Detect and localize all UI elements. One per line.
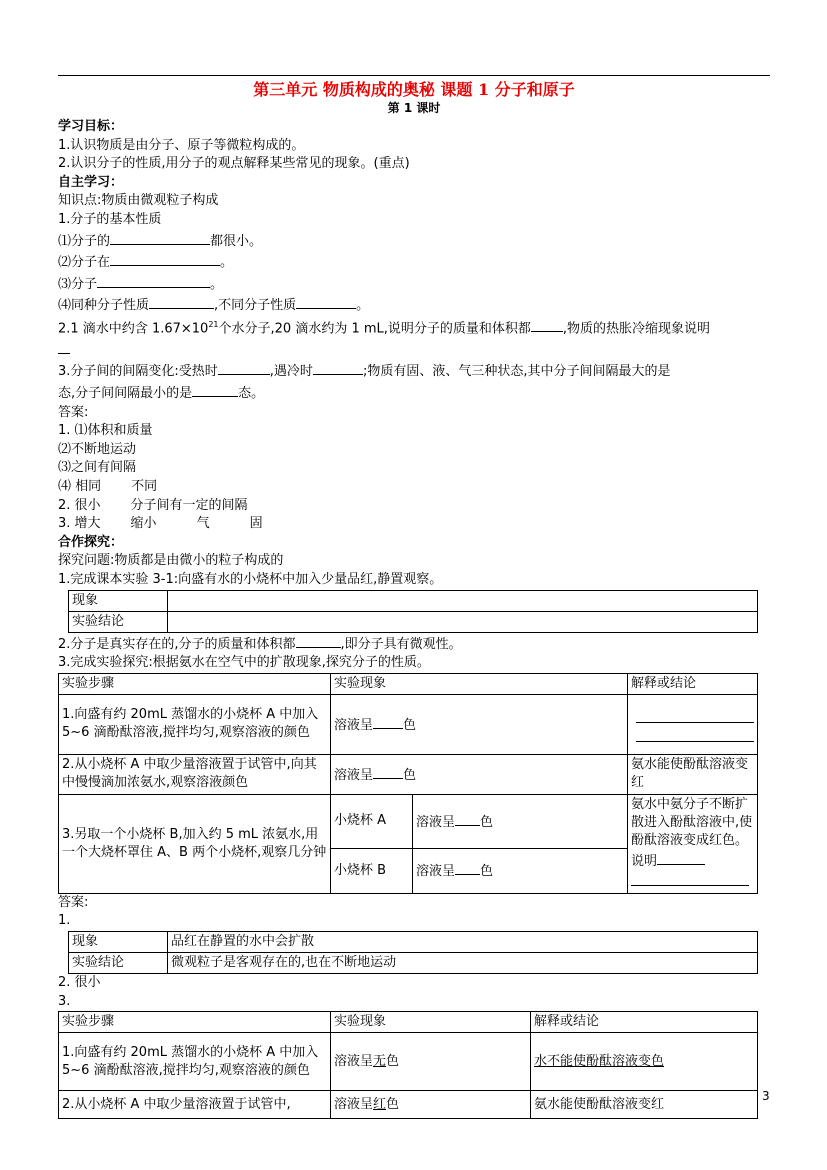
table-cell: 1.向盛有约 20mL 蒸馏水的小烧杯 A 中加入 5~6 滴酚酞溶液,搅拌均匀,观察溶液的颜色 (59, 1033, 331, 1091)
question-line: 态,分子间间隔最小的是 态。 (58, 382, 770, 404)
answer-line: 1. (58, 913, 71, 929)
table-header: 实验现象 (331, 1012, 531, 1033)
table-header: 解释或结论 (531, 1012, 758, 1033)
table-cell: 氨水能使酚酞溶液变红 (628, 754, 758, 794)
blank (296, 294, 356, 309)
question-line: ⑴分子的 都很小。 (58, 230, 770, 252)
question-title: 1.分子的基本性质 (58, 211, 162, 227)
blank (110, 230, 210, 245)
table-cell: 氨水能使酚酞溶液变红 (531, 1091, 758, 1119)
table-cell: 溶液呈 色 (331, 754, 628, 794)
table-cell: 实验结论 (69, 952, 168, 973)
blank (58, 339, 70, 354)
question-line: 2.分子是真实存在的,分子的质量和体积都 ,即分子具有微观性。 (58, 633, 770, 655)
table-cell: 3.另取一个小烧杯 B,加入约 5 mL 浓氨水,用一个大烧杯罩住 A、B 两个小烧杯,观察几分钟 (59, 794, 331, 893)
knowledge-point: 知识点:物质由微观粒子构成 (58, 193, 219, 209)
answer-line: 3. (58, 993, 71, 1009)
table-header: 实验现象 (331, 673, 628, 694)
question-line: 3.分子间的间隔变化:受热时 ,遇冷时 ;物质有固、液、气三种状态,其中分子间间隔最大的是 (58, 360, 770, 382)
blank (218, 360, 270, 375)
answer-line: 3. 增大 缩小 气 固 (58, 516, 263, 532)
question-line: ⑶分子 。 (58, 273, 770, 295)
answer-line: 1. ⑴体积和质量 (58, 423, 153, 439)
table-cell: 氨水中氨分子不断扩散进入酚酞溶液中,使酚酞溶液变成红色。 说明 (628, 794, 758, 893)
table-cell: 溶液呈红色 (331, 1091, 531, 1119)
blank (149, 294, 214, 309)
answer-line: ⑶之间有间隔 (58, 460, 137, 476)
answer-line: ⑵不断地运动 (58, 441, 137, 457)
question-line: 2.1 滴水中约含 $1.67\times 10^{21}$个水分子,20 滴水约为 1 mL,说明分子的质量和体积都 ,物质的热胀冷缩现象说明 (58, 316, 770, 339)
header-rule (58, 75, 770, 76)
answer-line: ⑷ 相同 不同 (58, 479, 158, 495)
table-cell (168, 590, 758, 611)
observation-table (68, 590, 758, 633)
table-cell: 溶液呈无色 (331, 1033, 531, 1091)
page-title: 第三单元 物质构成的奥秘 课题 1 分子和原子 (253, 80, 575, 99)
table-cell: 小烧杯 A (331, 794, 413, 848)
table-cell: 现象 (69, 931, 168, 952)
answers-heading: 答案: (58, 894, 89, 910)
self-study-heading: 自主学习： (58, 174, 124, 190)
table-cell: 2.从小烧杯 A 中取少量溶液置于试管中,向其中慢慢滴加浓氨水,观察溶液颜色 (59, 754, 331, 794)
document-page (58, 80, 770, 1119)
page-subtitle: 第 1 课时 (387, 101, 441, 115)
table-cell: 溶液呈 色 (331, 694, 628, 754)
table-cell: 品红在静置的水中会扩散 (168, 931, 758, 952)
table-cell: 水不能使酚酞溶液变色 (531, 1033, 758, 1091)
table-header: 实验步骤 (59, 673, 331, 694)
blank (531, 317, 563, 332)
page-number: 3 (762, 1089, 770, 1103)
coop-heading: 合作探究： (58, 534, 124, 550)
table-cell: 溶液呈 色 (413, 794, 628, 848)
table-cell: 1.向盛有约 20mL 蒸馏水的小烧杯 A 中加入 5~6 滴酚酞溶液,搅拌均匀,观察溶液的颜色 (59, 694, 331, 754)
question-line: ⑷同种分子性质 ,不同分子性质 。 (58, 294, 770, 316)
goal-item: 1.认识物质是由分子、原子等微粒构成的。 (58, 137, 305, 153)
question-line: ⑵分子在 。 (58, 251, 770, 273)
answers-heading: 答案: (58, 404, 89, 420)
table-cell (168, 611, 758, 632)
table-cell: 实验结论 (69, 611, 168, 632)
table-cell: 小烧杯 B (331, 848, 413, 893)
blank (97, 273, 210, 288)
question-line: 3.完成实验探究:根据氨水在空气中的扩散现象,探究分子的性质。 (58, 655, 430, 671)
coop-question: 探究问题:物质都是由微小的粒子构成的 (58, 553, 284, 569)
goal-item: 2.认识分子的性质,用分子的观点解释某些常见的现象。(重点) (58, 156, 410, 172)
table-header: 实验步骤 (59, 1012, 331, 1033)
goals-heading: 学习目标： (58, 119, 124, 134)
coop-exp1: 1.完成课本实验 3-1:向盛有水的小烧杯中加入少量品红,静置观察。 (58, 571, 443, 587)
experiment-table (58, 673, 758, 894)
blank (296, 633, 341, 648)
table-cell (628, 694, 758, 754)
answer-line: 2. 很小 (58, 974, 101, 990)
answer-experiment-table (58, 1011, 758, 1119)
blank (192, 382, 238, 397)
table-cell: 微观粒子是客观存在的,也在不断地运动 (168, 952, 758, 973)
answer-table (68, 931, 758, 974)
answer-line: 2. 很小 分子间有一定的间隔 (58, 497, 248, 513)
table-header: 解释或结论 (628, 673, 758, 694)
table-cell: 现象 (69, 590, 168, 611)
question-line (58, 339, 770, 361)
blank (110, 251, 220, 266)
table-cell: 溶液呈 色 (413, 848, 628, 893)
table-cell: 2.从小烧杯 A 中取少量溶液置于试管中, (59, 1091, 331, 1119)
blank (313, 360, 363, 375)
